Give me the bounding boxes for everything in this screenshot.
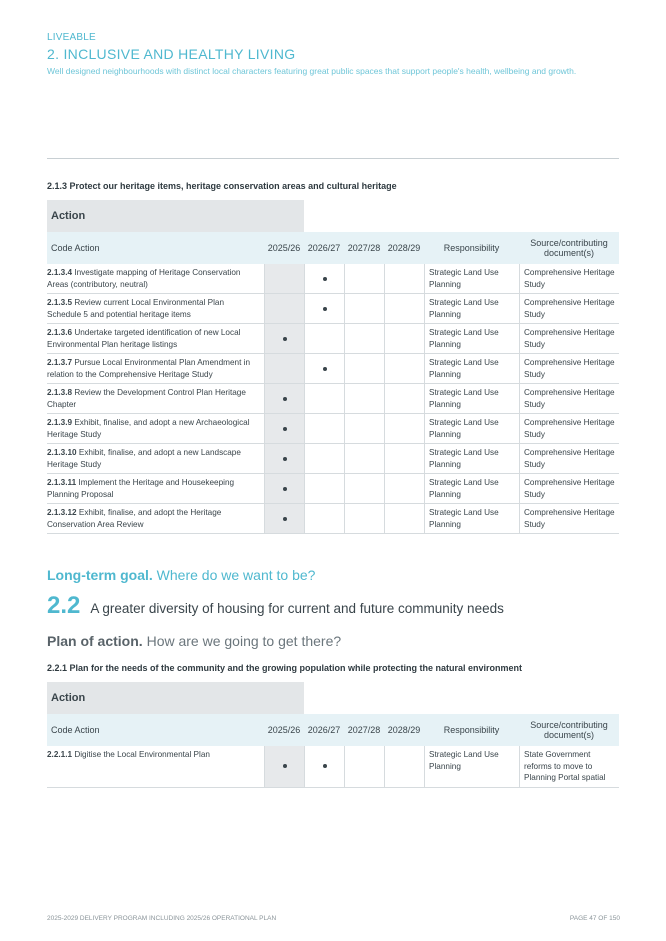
action-text: Undertake targeted identification of new Local Environmental Plan heritage listings [47, 328, 241, 349]
action-cell [47, 264, 264, 293]
footer-page-number: PAGE 47 OF 150 [569, 915, 620, 922]
source-cell: Comprehensive Heritage Study [519, 504, 619, 533]
scheduled-dot-icon [323, 764, 327, 768]
year-cell [264, 474, 304, 503]
year-cell [384, 294, 424, 323]
scheduled-dot-icon [323, 307, 327, 311]
action-table-2-2-1 [47, 682, 619, 788]
year-cell [384, 264, 424, 293]
year-cell [344, 354, 384, 383]
action-cell [47, 504, 264, 533]
scheduled-dot-icon [283, 457, 287, 461]
action-code: 2.2.1.1 [47, 750, 73, 759]
source-cell: Comprehensive Heritage Study [519, 354, 619, 383]
year-cell [304, 504, 344, 533]
goal-heading [47, 592, 504, 620]
table-row [47, 444, 619, 474]
year-cell [264, 444, 304, 473]
year-cell [384, 746, 424, 787]
year-cell [264, 264, 304, 293]
responsibility-cell: Strategic Land Use Planning [424, 474, 519, 503]
year-cell [264, 354, 304, 383]
responsibility-cell: Strategic Land Use Planning [424, 324, 519, 353]
action-text: Exhibit, finalise, and adopt a new Landscape Heritage Study [47, 448, 241, 469]
scheduled-dot-icon [283, 397, 287, 401]
action-code: 2.1.3.7 [47, 358, 73, 367]
action-text: Pursue Local Environmental Plan Amendment in relation to the Comprehensive Heritage Study [47, 358, 250, 379]
col-source: Source/contributing document(s) [530, 238, 608, 258]
col-year: 2026/27 [307, 725, 341, 735]
col-year: 2028/29 [387, 725, 421, 735]
year-cell [384, 444, 424, 473]
table-row [47, 746, 619, 788]
year-cell [264, 746, 304, 787]
action-code: 2.1.3.9 [47, 418, 73, 427]
scheduled-dot-icon [283, 427, 287, 431]
action-code: 2.1.3.11 [47, 478, 77, 487]
col-source: Source/contributing document(s) [530, 720, 608, 740]
year-cell [304, 746, 344, 787]
col-responsibility: Responsibility [443, 243, 500, 253]
year-cell [304, 264, 344, 293]
year-cell [264, 414, 304, 443]
action-text: Implement the Heritage and Housekeeping Planning Proposal [47, 478, 235, 499]
goal-text: A greater diversity of housing for current and future community needs [90, 601, 504, 616]
theme-title: 2. INCLUSIVE AND HEALTHY LIVING [47, 46, 296, 62]
source-cell: Comprehensive Heritage Study [519, 444, 619, 473]
table-row [47, 264, 619, 294]
scheduled-dot-icon [283, 487, 287, 491]
year-cell [344, 414, 384, 443]
category-label: LIVEABLE [47, 32, 96, 43]
action-table-2-1-3 [47, 200, 619, 534]
action-cell [47, 294, 264, 323]
responsibility-cell: Strategic Land Use Planning [424, 384, 519, 413]
year-cell [344, 504, 384, 533]
table-row [47, 324, 619, 354]
responsibility-cell: Strategic Land Use Planning [424, 414, 519, 443]
action-header: Action [47, 200, 304, 232]
source-cell: Comprehensive Heritage Study [519, 264, 619, 293]
page-header [47, 32, 627, 77]
year-cell [304, 474, 344, 503]
year-cell [344, 294, 384, 323]
year-cell [384, 474, 424, 503]
col-year: 2025/26 [267, 725, 301, 735]
col-code-action: Code Action [51, 243, 100, 253]
action-cell [47, 414, 264, 443]
long-term-goal-heading: Long-term goal. Where do we want to be? [47, 567, 316, 583]
action-text: Exhibit, finalise, and adopt a new Archaeological Heritage Study [47, 418, 250, 439]
responsibility-cell: Strategic Land Use Planning [424, 746, 519, 787]
source-cell: Comprehensive Heritage Study [519, 384, 619, 413]
col-year: 2027/28 [347, 243, 381, 253]
action-code: 2.1.3.5 [47, 298, 73, 307]
action-cell [47, 474, 264, 503]
year-cell [264, 324, 304, 353]
responsibility-cell: Strategic Land Use Planning [424, 264, 519, 293]
action-text: Exhibit, finalise, and adopt the Heritage Conservation Area Review [47, 508, 222, 529]
year-cell [344, 384, 384, 413]
source-cell: Comprehensive Heritage Study [519, 294, 619, 323]
year-cell [304, 414, 344, 443]
year-cell [344, 264, 384, 293]
action-header: Action [47, 682, 304, 714]
col-responsibility: Responsibility [443, 725, 500, 735]
table-row [47, 414, 619, 444]
source-cell: Comprehensive Heritage Study [519, 414, 619, 443]
vision-statement: Well designed neighbourhoods with distinct local characters featuring great public spaces that support people's health, wellbeing and growth. [47, 66, 577, 76]
source-cell: State Government reforms to move to Planning Portal spatial [519, 746, 619, 787]
action-text: Digitise the Local Environmental Plan [72, 750, 210, 759]
scheduled-dot-icon [283, 517, 287, 521]
responsibility-cell: Strategic Land Use Planning [424, 294, 519, 323]
table-row [47, 384, 619, 414]
action-text: Investigate mapping of Heritage Conservation Areas (contributory, neutral) [47, 268, 241, 289]
col-year: 2028/29 [387, 243, 421, 253]
year-cell [384, 324, 424, 353]
year-cell [304, 444, 344, 473]
section-heading-2-1-3: 2.1.3 Protect our heritage items, heritage conservation areas and cultural heritage [47, 181, 397, 191]
year-cell [304, 354, 344, 383]
col-code-action: Code Action [51, 725, 100, 735]
scheduled-dot-icon [283, 337, 287, 341]
year-cell [304, 384, 344, 413]
year-cell [304, 324, 344, 353]
responsibility-cell: Strategic Land Use Planning [424, 354, 519, 383]
year-cell [304, 294, 344, 323]
year-cell [384, 384, 424, 413]
action-code: 2.1.3.12 [47, 508, 77, 517]
action-code: 2.1.3.4 [47, 268, 73, 277]
table-header-row [47, 714, 619, 746]
action-code: 2.1.3.6 [47, 328, 73, 337]
action-cell [47, 324, 264, 353]
year-cell [344, 474, 384, 503]
action-text: Review current Local Environmental Plan Schedule 5 and potential heritage items [47, 298, 225, 319]
action-code: 2.1.3.8 [47, 388, 73, 397]
action-cell [47, 384, 264, 413]
footer-document-title: 2025-2029 DELIVERY PROGRAM INCLUDING 2025/26 OPERATIONAL PLAN [47, 915, 277, 922]
year-cell [384, 354, 424, 383]
section-heading-2-2-1: 2.2.1 Plan for the needs of the community and the growing population while protecting the natural environment [47, 663, 523, 673]
plan-of-action-heading: Plan of action. How are we going to get there? [47, 633, 342, 649]
table-row [47, 474, 619, 504]
year-cell [384, 504, 424, 533]
year-cell [264, 384, 304, 413]
action-code: 2.1.3.10 [47, 448, 77, 457]
responsibility-cell: Strategic Land Use Planning [424, 444, 519, 473]
action-cell [47, 354, 264, 383]
year-cell [264, 504, 304, 533]
col-year: 2027/28 [347, 725, 381, 735]
scheduled-dot-icon [323, 367, 327, 371]
col-year: 2025/26 [267, 243, 301, 253]
action-text: Review the Development Control Plan Heritage Chapter [47, 388, 246, 409]
year-cell [344, 324, 384, 353]
action-cell [47, 746, 264, 787]
scheduled-dot-icon [323, 277, 327, 281]
scheduled-dot-icon [283, 764, 287, 768]
year-cell [384, 414, 424, 443]
col-year: 2026/27 [307, 243, 341, 253]
year-cell [344, 444, 384, 473]
divider [47, 158, 619, 159]
source-cell: Comprehensive Heritage Study [519, 474, 619, 503]
year-cell [264, 294, 304, 323]
year-cell [344, 746, 384, 787]
table-header-row [47, 232, 619, 264]
source-cell: Comprehensive Heritage Study [519, 324, 619, 353]
responsibility-cell: Strategic Land Use Planning [424, 504, 519, 533]
action-cell [47, 444, 264, 473]
table-row [47, 354, 619, 384]
table-row [47, 504, 619, 534]
table-row [47, 294, 619, 324]
goal-number: 2.2 [47, 592, 81, 619]
